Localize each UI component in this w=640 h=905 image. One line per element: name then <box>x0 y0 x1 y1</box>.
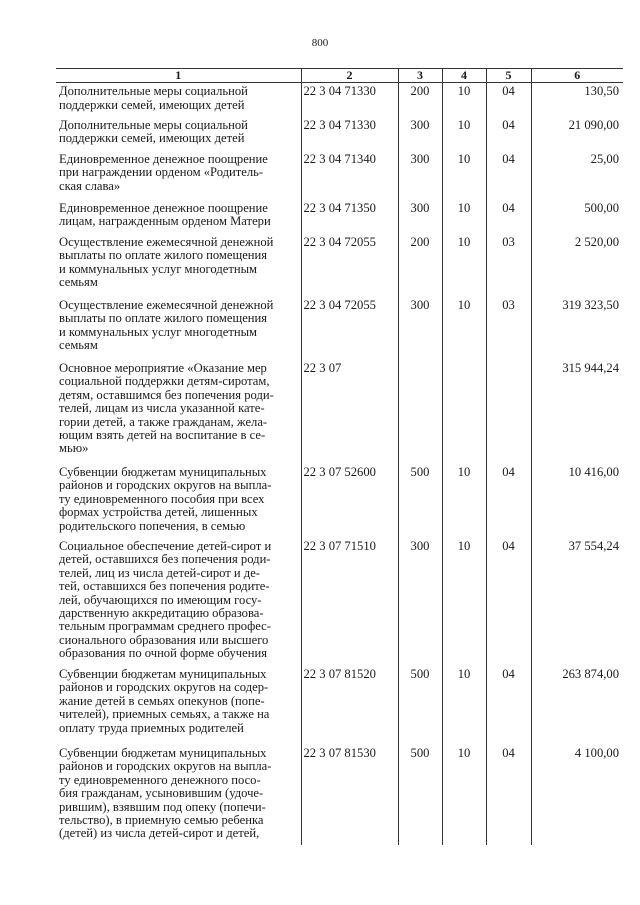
header-col-3: 3 <box>398 69 442 83</box>
row-col5: 03 <box>486 234 531 297</box>
row-col5 <box>486 360 531 464</box>
table-row <box>56 464 623 538</box>
row-col5: 04 <box>486 745 531 845</box>
table-row <box>56 234 623 297</box>
row-col4: 10 <box>442 83 486 117</box>
row-name: Осуществление ежемесячной денежной выплаты по оплате жилого помещения и коммунальных услуг многодетным семьям <box>59 234 274 290</box>
row-amount: 10 416,00 <box>531 464 623 538</box>
row-col4: 10 <box>442 538 486 666</box>
row-amount: 263 874,00 <box>531 666 623 745</box>
row-code: 22 3 04 71340 <box>301 151 398 200</box>
row-amount: 319 323,50 <box>531 297 623 360</box>
header-col-4: 4 <box>442 69 486 83</box>
row-col3: 300 <box>398 151 442 200</box>
row-code: 22 3 07 71510 <box>301 538 398 666</box>
table-row <box>56 745 623 845</box>
row-code: 22 3 07 81530 <box>301 745 398 845</box>
row-col5: 04 <box>486 151 531 200</box>
table-row <box>56 297 623 360</box>
row-name: Основное мероприятие «Оказание мер социальной поддержки детям-сиротам, детям, оставшимся без попечения роди- телей, лицам из числа указанной кате- гории детей, а также гражданам, жела- ющим взять детей на воспитание в се- мью» <box>59 360 274 456</box>
row-col3: 300 <box>398 538 442 666</box>
row-name: Дополнительные меры социальной поддержки семей, имеющих детей <box>59 84 248 112</box>
row-code: 22 3 07 81520 <box>301 666 398 745</box>
row-col5: 04 <box>486 666 531 745</box>
row-name: Субвенции бюджетам муниципальных районов и городских округов на содер- жание детей в семьях опекунов (попе- чителей), приемных семьях, а также на оплату труда приемных родителей <box>59 666 270 735</box>
row-col3: 300 <box>398 297 442 360</box>
row-col3: 500 <box>398 464 442 538</box>
row-name: Осуществление ежемесячной денежной выплаты по оплате жилого помещения и коммунальных услуг многодетным семьям <box>59 297 274 353</box>
table-row <box>56 360 623 464</box>
row-col3: 200 <box>398 83 442 117</box>
row-code: 22 3 04 71330 <box>301 117 398 151</box>
row-amount: 500,00 <box>531 200 623 234</box>
row-col5: 03 <box>486 297 531 360</box>
row-col4 <box>442 360 486 464</box>
row-amount: 315 944,24 <box>531 360 623 464</box>
row-code: 22 3 04 71350 <box>301 200 398 234</box>
row-name: Единовременное денежное поощрение лицам, награжденным орденом Матери <box>59 200 271 229</box>
row-code: 22 3 04 72055 <box>301 297 398 360</box>
row-name: Социальное обеспечение детей-сирот и детей, оставшихся без попечения роди- телей, лиц из числа детей-сирот и де- тей, оставшихся без попечения родите- лей, обучающихся по имеющим госу- дарственную аккредитацию образова- тельным программам среднего профес- сионального образования или высшего образования по очной форме обучения <box>59 538 272 661</box>
table-row <box>56 666 623 745</box>
row-col3 <box>398 360 442 464</box>
header-col-5: 5 <box>486 69 531 83</box>
table-row <box>56 151 623 200</box>
row-col3: 500 <box>398 745 442 845</box>
row-amount: 4 100,00 <box>531 745 623 845</box>
row-col5: 04 <box>486 464 531 538</box>
row-col4: 10 <box>442 745 486 845</box>
row-name: Субвенции бюджетам муниципальных районов и городских округов на выпла- ту единовременного денежного посо- бия гражданам, усыновившим (удоче- рившим), взявшим под опеку (попечи- тельство), в приемную семью ребенка (детей) из числа детей-сирот и детей, <box>59 745 272 841</box>
row-name: Дополнительные меры социальной поддержки семей, имеющих детей <box>59 117 248 146</box>
row-amount: 25,00 <box>531 151 623 200</box>
row-col5: 04 <box>486 117 531 151</box>
row-code: 22 3 04 71330 <box>301 83 398 117</box>
header-col-1: 1 <box>56 69 301 83</box>
row-col3: 500 <box>398 666 442 745</box>
row-code: 22 3 07 52600 <box>301 464 398 538</box>
budget-table <box>56 68 623 845</box>
row-amount: 37 554,24 <box>531 538 623 666</box>
row-col3: 300 <box>398 200 442 234</box>
row-amount: 130,50 <box>531 83 623 117</box>
row-col4: 10 <box>442 200 486 234</box>
row-col4: 10 <box>442 234 486 297</box>
row-col3: 200 <box>398 234 442 297</box>
row-amount: 2 520,00 <box>531 234 623 297</box>
row-col4: 10 <box>442 666 486 745</box>
header-col-6: 6 <box>531 69 623 83</box>
row-code: 22 3 07 <box>301 360 398 464</box>
row-col4: 10 <box>442 297 486 360</box>
row-name: Субвенции бюджетам муниципальных районов и городских округов на выпла- ту единовременного пособия при всех формах устройства детей, лишенных родительского попечения, в семью <box>59 464 272 533</box>
row-col3: 300 <box>398 117 442 151</box>
row-name: Единовременное денежное поощрение при награждении орденом «Родитель- ская слава» <box>59 151 268 193</box>
table-row <box>56 117 623 151</box>
row-col4: 10 <box>442 464 486 538</box>
page-number: 800 <box>311 37 329 49</box>
table-row <box>56 83 623 117</box>
row-amount: 21 090,00 <box>531 117 623 151</box>
table-row <box>56 538 623 666</box>
table-row <box>56 200 623 234</box>
table-header-row <box>56 69 623 83</box>
row-col5: 04 <box>486 200 531 234</box>
row-col4: 10 <box>442 117 486 151</box>
header-col-2: 2 <box>301 69 398 83</box>
row-code: 22 3 04 72055 <box>301 234 398 297</box>
row-col5: 04 <box>486 538 531 666</box>
row-col4: 10 <box>442 151 486 200</box>
row-col5: 04 <box>486 83 531 117</box>
